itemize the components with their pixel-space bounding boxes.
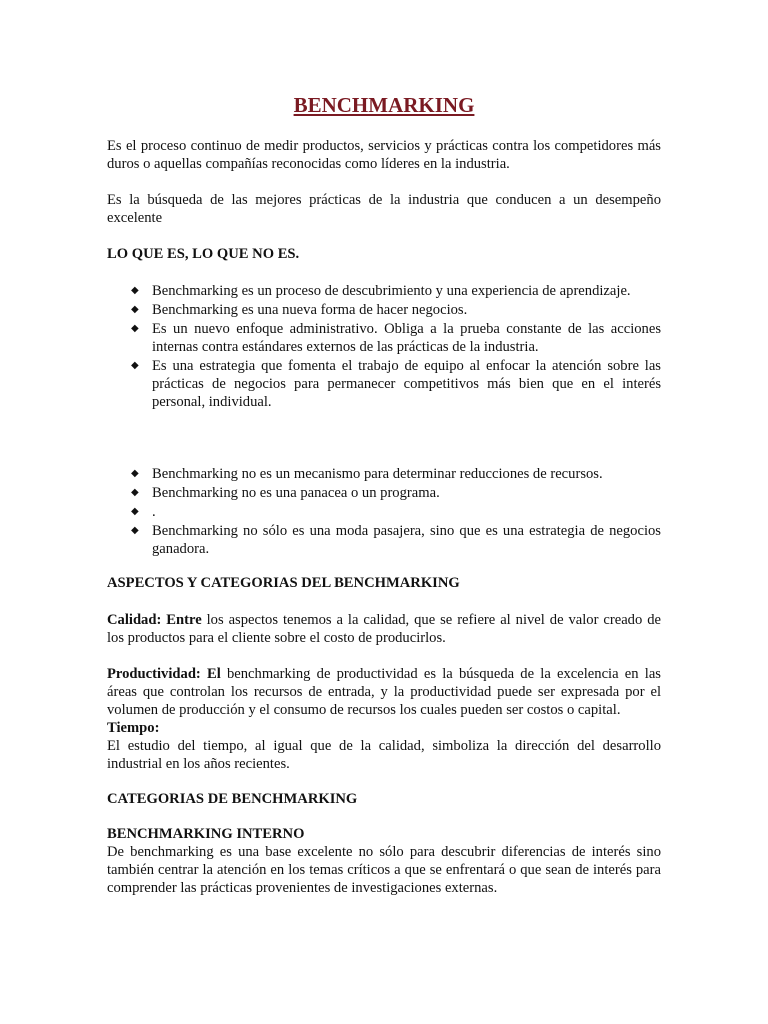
subheading-benchmarking-interno: BENCHMARKING INTERNO (107, 826, 305, 842)
productividad-label: Productividad: El (107, 666, 221, 682)
bullet-list-no-es (130, 465, 661, 559)
calidad-text: los aspectos tenemos a la calidad, que se refiere al nivel de valor creado de los productos para el cliente sobre el costo de producirlos. (107, 612, 661, 646)
list-item-text: Benchmarking no sólo es una moda pasajera, sino que es una estrategia de negocios ganadora. (152, 523, 661, 557)
list-item (130, 301, 661, 319)
list-item (130, 357, 661, 411)
diamond-bullet-icon: ◆ (131, 323, 139, 334)
productividad-text: benchmarking de productividad es la búsqueda de la excelencia en las áreas que controlan los recursos de entrada, y la productividad puede ser expresada por el volumen de producción y el consumo de recursos los cuales pueden ser costos o capital. (107, 666, 661, 718)
intro-paragraph-2: Es la búsqueda de las mejores prácticas de la industria que conducen a un desempeño excelente (107, 192, 661, 226)
section-heading-aspectos: ASPECTOS Y CATEGORIAS DEL BENCHMARKING (107, 575, 460, 591)
tiempo-label: Tiempo: (107, 720, 160, 736)
list-item-text: Benchmarking no es un mecanismo para determinar reducciones de recursos. (152, 466, 603, 482)
list-item (130, 503, 661, 521)
tiempo-paragraph: El estudio del tiempo, al igual que de la calidad, simboliza la dirección del desarrollo industrial en los años recientes. (107, 738, 661, 772)
productividad-paragraph (107, 665, 661, 719)
diamond-bullet-icon: ◆ (131, 360, 139, 371)
document-title: BENCHMARKING (293, 93, 475, 117)
diamond-bullet-icon: ◆ (131, 506, 139, 517)
intro-paragraph-1: Es el proceso continuo de medir productos, servicios y prácticas contra los competidores más duros o aquellas compañías reconocidas como líderes en la industria. (107, 138, 661, 172)
interno-paragraph: De benchmarking es una base excelente no sólo para descubrir diferencias de interés sino también centrar la atención en los temas críticos a que se enfrentará o que sean de interés para comprender las prácticas provenientes de investigaciones externas. (107, 844, 661, 896)
diamond-bullet-icon: ◆ (131, 285, 139, 296)
list-item-text: Es una estrategia que fomenta el trabajo de equipo al enfocar la atención sobre las prácticas de negocios para permanecer competitivos más bien que en el interés personal, individual. (152, 358, 661, 410)
list-item-text: Benchmarking es un proceso de descubrimiento y una experiencia de aprendizaje. (152, 283, 631, 299)
list-item-text: Benchmarking es una nueva forma de hacer negocios. (152, 302, 468, 318)
list-item (130, 484, 661, 502)
calidad-paragraph (107, 611, 661, 647)
bullet-list-es (130, 282, 661, 412)
section-heading-categorias: CATEGORIAS DE BENCHMARKING (107, 791, 358, 807)
list-item (130, 522, 661, 558)
list-item-text: Es un nuevo enfoque administrativo. Obliga a la prueba constante de las acciones internas contra estándares externos de las prácticas de la industria. (152, 321, 661, 355)
calidad-label: Calidad: Entre (107, 612, 202, 628)
diamond-bullet-icon: ◆ (131, 468, 139, 479)
list-item (130, 465, 661, 483)
diamond-bullet-icon: ◆ (131, 487, 139, 498)
list-item-text: . (152, 504, 156, 520)
diamond-bullet-icon: ◆ (131, 525, 139, 536)
list-item (130, 320, 661, 356)
diamond-bullet-icon: ◆ (131, 304, 139, 315)
list-item (130, 282, 661, 300)
section-heading-lo-que-es: LO QUE ES, LO QUE NO ES. (107, 246, 300, 262)
list-item-text: Benchmarking no es una panacea o un programa. (152, 485, 440, 501)
